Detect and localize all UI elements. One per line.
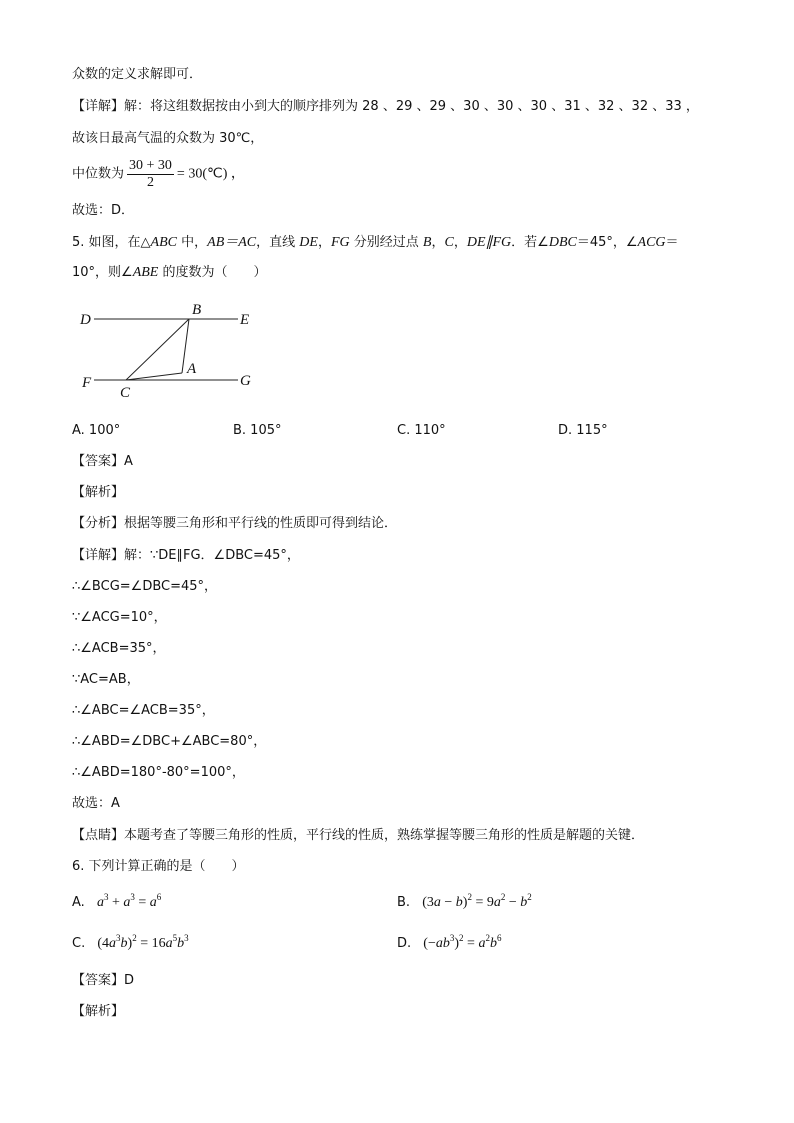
median-line [72, 158, 245, 191]
angle-dbc: DBC [548, 235, 577, 250]
option-label: A. [72, 895, 85, 910]
median-fraction [127, 158, 174, 191]
option-label: D. [397, 936, 412, 951]
median-prefix: 中位数为 [72, 166, 125, 182]
label-f: F [82, 375, 92, 391]
parallel-statement: DE∥FG [466, 235, 512, 250]
stem-text: 5. 如图，在 [72, 235, 141, 250]
label-g: G [240, 373, 251, 389]
angle-abe: ABE [132, 265, 159, 280]
step-line: ∴∠ACB=35°， [72, 641, 166, 656]
detail-line [72, 98, 699, 116]
q6-option-b[interactable] [397, 894, 532, 912]
point-b: B [422, 235, 432, 250]
answer-line: 【答案】A [72, 454, 133, 469]
analysis-tag: 【解析】 [72, 485, 125, 500]
q5-stem-line1 [72, 234, 679, 252]
text-line: 众数的定义求解即可． [72, 67, 203, 82]
stem-text: 的度数为（ ） [158, 265, 267, 280]
comment-line: 【点睛】本题考查了等腰三角形的性质，平行线的性质，熟练掌握等腰三角形的性质是解题的关键． [72, 828, 645, 843]
step-line: ∵AC=AB， [72, 672, 140, 687]
geometry-figure [72, 298, 272, 402]
q6-analysis-tag: 【解析】 [72, 1004, 125, 1019]
analysis-line: 【分析】根据等腰三角形和平行线的性质即可得到结论． [72, 516, 398, 531]
choice-line: 故选：D． [72, 203, 135, 218]
label-a: A [187, 361, 197, 377]
triangle-name: ABC [150, 235, 177, 250]
line-de: DE [299, 235, 318, 250]
step-line: ∴∠ABC=∠ACB=35°， [72, 703, 215, 718]
detail-text: 解：将这组数据按由小到大的顺序排列为 28 、29 、29 、30 、30 、30 、31 、32 、32 、33 ， [124, 99, 699, 114]
stem-text: ， [431, 235, 445, 250]
q6-option-a[interactable] [72, 894, 161, 912]
point-c: C [444, 235, 454, 250]
step-line: 故选：A [72, 796, 120, 811]
option-label: C. [72, 936, 86, 951]
option-d[interactable]: D. 115° [558, 423, 608, 438]
label-c: C [120, 385, 131, 401]
stem-text: ， [453, 235, 467, 250]
median-numerator: 30 + 30 [129, 158, 172, 173]
option-d-formula: $(-ab^3)^2 = a^2b^6$ [423, 933, 502, 951]
median-result: = 30(℃) ， [176, 166, 245, 182]
option-b[interactable]: B. 105° [233, 423, 282, 438]
option-c-formula: $(4a^3b)^2 = 16a^5b^3$ [97, 933, 189, 951]
angle-acg: ACG [637, 235, 666, 250]
mode-line: 故该日最高气温的众数为 30℃， [72, 131, 264, 146]
line-fg: FG [330, 235, 350, 250]
step-line: ∴∠ABD=180°-80°=100°， [72, 765, 245, 780]
q6-option-c[interactable] [72, 935, 189, 953]
step-line: ∵∠ACG=10°， [72, 610, 167, 625]
triangle-symbol: △ [140, 235, 151, 250]
option-a-formula: $a^3 + a^3 = a^6$ [96, 892, 162, 910]
stem-text: 10°，则∠ [72, 265, 133, 280]
segment-bc [126, 319, 189, 380]
detail-tag: 【详解】 [72, 99, 125, 114]
option-c[interactable]: C. 110° [397, 423, 446, 438]
option-b-formula: $(3a - b)^2 = 9a^2 - b^2$ [422, 892, 532, 910]
stem-text: ＝45°，∠ [576, 235, 638, 250]
stem-text: 中， [177, 235, 208, 250]
step-line: 【详解】解：∵DE∥FG．∠DBC=45°， [72, 548, 300, 563]
stem-text: ， [317, 235, 331, 250]
q5-stem-line2 [72, 264, 267, 282]
step-line: ∴∠BCG=∠DBC=45°， [72, 579, 218, 594]
equality: AB＝AC [207, 235, 257, 250]
median-denominator: 2 [146, 175, 154, 190]
option-a[interactable]: A. 100° [72, 423, 121, 438]
q6-stem: 6. 下列计算正确的是（ ） [72, 859, 245, 874]
q6-answer: 【答案】D [72, 973, 135, 988]
option-label: B. [397, 895, 411, 910]
step-line: ∴∠ABD=∠DBC+∠ABC=80°， [72, 734, 267, 749]
stem-text: 分别经过点 [349, 235, 423, 250]
q6-option-d[interactable] [397, 935, 501, 953]
label-e: E [240, 312, 250, 328]
stem-text: ，直线 [256, 235, 300, 250]
stem-text: ＝ [665, 235, 679, 250]
stem-text: ．若∠ [511, 235, 549, 250]
label-d: D [80, 312, 91, 328]
segment-ac [126, 373, 182, 380]
label-b: B [192, 302, 202, 318]
